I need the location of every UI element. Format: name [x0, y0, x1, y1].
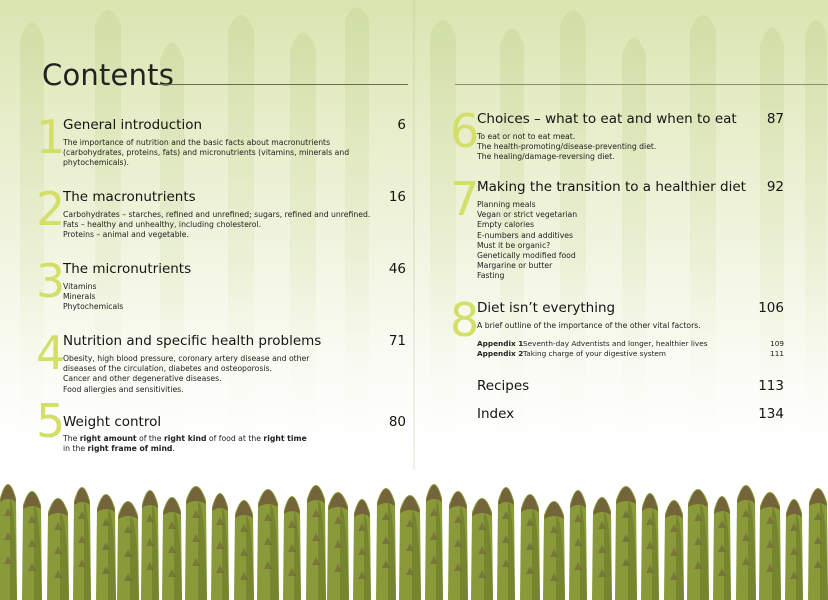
asparagus-spear: [283, 496, 301, 600]
chapter-description: Obesity, high blood pressure, coronary artery disease and other diseases of the circulation, diabetes and osteoporosis. Cancer and other degenerative diseases. Food allergies and sensitivities.: [63, 354, 310, 394]
contents-entry-2[interactable]: [36, 182, 416, 246]
asparagus-spear: [257, 489, 279, 600]
chapter-description: A brief outline of the importance of the other vital factors.: [477, 321, 701, 330]
chapter-number: 7: [450, 172, 480, 226]
chapter-description: Carbohydrates – starches, refined and unrefined; sugars, refined and unrefined. Fats – healthy and unhealthy, including cholesterol. Proteins – animal and vegetable.: [63, 210, 371, 240]
index-label: Index: [477, 406, 515, 422]
appendix-item[interactable]: Appendix 2 Taking charge of your digestive system 111: [477, 349, 784, 358]
asparagus-spear: [664, 500, 684, 600]
asparagus-spear: [687, 489, 709, 600]
chapter-number: 3: [36, 254, 66, 308]
asparagus-spear: [713, 496, 731, 600]
asparagus-spear: [141, 490, 159, 600]
chapter-page: 106: [758, 300, 784, 316]
asparagus-spear: [211, 493, 229, 600]
asparagus-spear: [376, 488, 396, 600]
chapter-number: 8: [450, 293, 480, 347]
asparagus-spear: [73, 487, 91, 600]
contents-entry-6[interactable]: [450, 104, 828, 168]
contents-entry-3[interactable]: [36, 254, 416, 318]
asparagus-spear: [543, 501, 565, 600]
chapter-number: 4: [36, 326, 66, 380]
asparagus-spear: [736, 485, 756, 600]
chapter-heading[interactable]: Nutrition and specific health problems: [63, 333, 322, 349]
asparagus-spear: [353, 499, 371, 600]
asparagus-spear: [162, 497, 182, 600]
asparagus-spear: [615, 486, 637, 600]
asparagus-spear: [96, 494, 116, 600]
appendix-item[interactable]: Appendix 1 Seventh-day Adventists and longer, healthier lives 109: [477, 339, 784, 348]
chapter-heading[interactable]: Making the transition to a healthier diet: [477, 179, 746, 195]
asparagus-spear: [569, 490, 587, 600]
chapter-page: 6: [397, 117, 406, 133]
contents-entry-4[interactable]: [36, 326, 416, 400]
chapter-heading[interactable]: Weight control: [63, 414, 162, 430]
asparagus-spear: [327, 492, 349, 600]
asparagus-spear: [425, 484, 443, 600]
chapter-heading[interactable]: Choices – what to eat and when to eat: [477, 111, 737, 127]
asparagus-spear: [234, 500, 254, 600]
chapter-page: 87: [766, 111, 784, 127]
recipes-label: Recipes: [477, 378, 530, 394]
chapter-description: Planning meals Vegan or strict vegetarian Empty calories E-numbers and additives Must it be organic? Genetically modified food Margarine or butter Fasting: [477, 200, 578, 281]
asparagus-photo: [0, 468, 828, 600]
chapter-number: 6: [450, 104, 480, 158]
chapter-description: To eat or not to eat meat. The health-promoting/disease-preventing diet. The healing/damage-reversing diet.: [477, 132, 657, 162]
chapter-page: 92: [766, 179, 784, 195]
chapter-page: 80: [388, 414, 406, 430]
chapter-heading[interactable]: The macronutrients: [63, 189, 196, 205]
title-rule-left: [158, 84, 408, 85]
asparagus-spear: [22, 491, 42, 600]
asparagus-spear: [520, 494, 540, 600]
asparagus-spear: [47, 498, 69, 600]
asparagus-spear: [117, 501, 139, 600]
chapter-page: 71: [388, 333, 406, 349]
chapter-number: 5: [36, 394, 66, 448]
chapter-number: 1: [36, 110, 66, 164]
chapter-heading[interactable]: General introduction: [63, 117, 203, 133]
title-rule-right: [455, 84, 828, 85]
asparagus-spear: [185, 486, 207, 600]
chapter-number: 2: [36, 182, 66, 236]
asparagus-spear: [497, 487, 515, 600]
page-title: Contents: [42, 58, 175, 92]
contents-entry-5[interactable]: [36, 394, 416, 458]
chapter-page: 46: [388, 261, 406, 277]
chapter-page: 16: [388, 189, 406, 205]
appendix-list: [477, 339, 784, 359]
asparagus-spear: [306, 485, 326, 600]
asparagus-spear: [471, 498, 493, 600]
asparagus-spear: [448, 491, 468, 600]
asparagus-spear: [0, 484, 17, 600]
index-page: 134: [758, 406, 784, 422]
asparagus-spear: [399, 495, 421, 600]
asparagus-spear: [759, 492, 781, 600]
chapter-description: The importance of nutrition and the basic facts about macronutrients (carbohydrates, proteins, fats) and micronutrients (vitamins, minerals and phytochemicals).: [63, 138, 350, 168]
asparagus-spear: [808, 488, 828, 600]
chapter-heading[interactable]: The micronutrients: [63, 261, 192, 277]
recipes-page: 113: [758, 378, 784, 394]
asparagus-spear: [641, 493, 659, 600]
contents-entry-1[interactable]: [36, 110, 416, 174]
asparagus-spear: [592, 497, 612, 600]
chapter-description: The right amount of the right kind of food at the right time in the right frame of mind.: [63, 434, 307, 454]
chapter-heading[interactable]: Diet isn’t everything: [477, 300, 616, 316]
asparagus-spear: [785, 499, 803, 600]
chapter-description: Vitamins Minerals Phytochemicals: [63, 282, 124, 312]
contents-entry-7[interactable]: [450, 172, 828, 286]
